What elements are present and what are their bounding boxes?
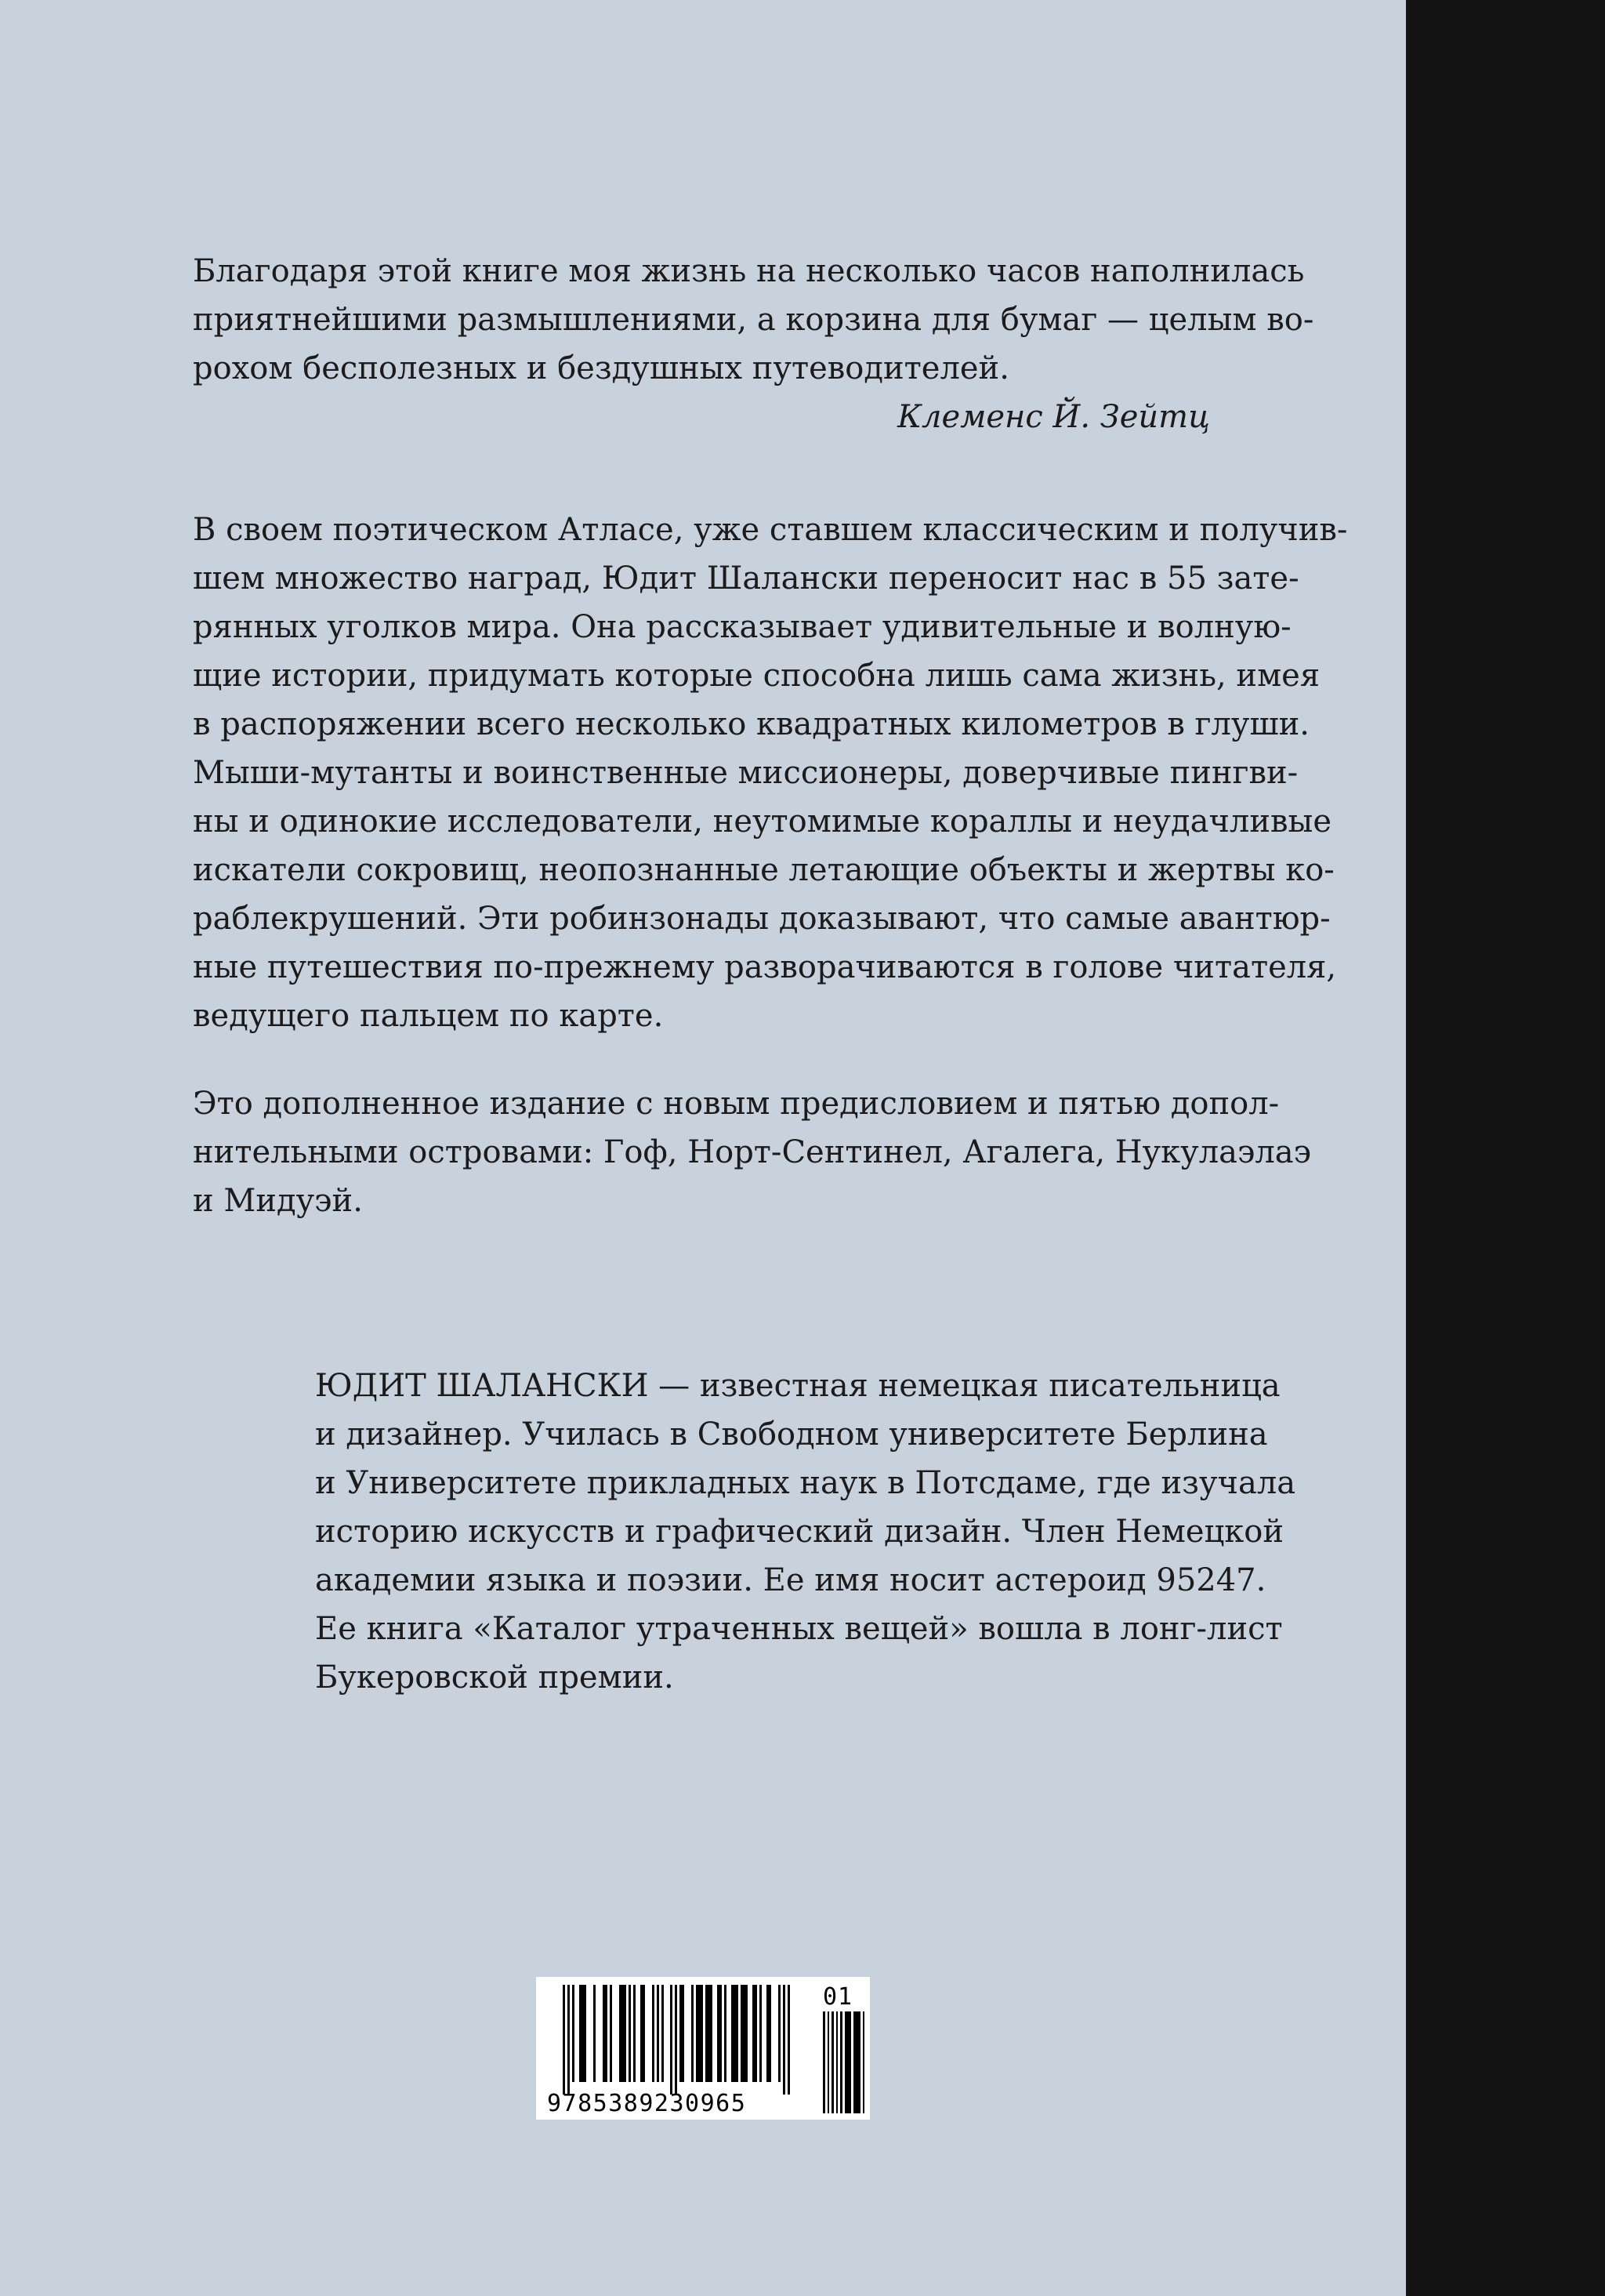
quote-line: рохом бесполезных и бездушных путеводителей.	[193, 350, 1009, 386]
edition-line: и Мидуэй.	[193, 1183, 363, 1219]
description-line: щие истории, придумать которые способна лишь сама жизнь, имея	[193, 658, 1321, 694]
barcode-bar	[691, 1985, 694, 2082]
edition-line: Это дополненное издание с новым предисловием и пятью допол-	[193, 1086, 1280, 1122]
barcode-bar	[752, 1985, 757, 2082]
barcode-bar	[845, 2011, 851, 2113]
bio-line: и дизайнер. Училась в Свободном университете Берлина	[315, 1416, 1268, 1453]
barcode-bar	[828, 2011, 829, 2113]
bio-line: академии языка и поэзии. Ее имя носит астероид 95247.	[315, 1562, 1266, 1598]
quote-line: Благодаря этой книге моя жизнь на несколько часов наполнилась	[193, 253, 1305, 289]
edition-line: нительными островами: Гоф, Норт-Сентинел, Агалега, Нукулаэлаэ	[193, 1134, 1312, 1170]
barcode-bar	[766, 1985, 771, 2082]
barcode-bar	[563, 1985, 565, 2095]
barcode-bar	[759, 1985, 762, 2082]
barcode-bar	[629, 1985, 631, 2082]
barcode-addon-digits: 01	[823, 1983, 853, 2011]
barcode-bar	[603, 1985, 607, 2082]
description-line: в распоряжении всего несколько квадратных километров в глуши.	[193, 706, 1310, 742]
barcode-bar	[741, 1985, 748, 2082]
barcode-bar	[657, 1985, 659, 2082]
barcode-bar	[610, 1985, 612, 2082]
description-line: ны и одинокие исследователи, неутомимые кораллы и неудачливые	[193, 803, 1332, 840]
barcode-bar	[853, 2011, 860, 2113]
barcode-bar	[661, 1985, 664, 2082]
barcode-bar	[705, 1985, 712, 2082]
barcode-bar	[823, 2011, 825, 2113]
barcode-bar	[863, 2011, 864, 2113]
author-bio	[315, 1362, 1296, 1702]
barcode-bar	[731, 1985, 738, 2082]
barcode-bar	[831, 2011, 834, 2113]
description-line: Мыши-мутанты и воинственные миссионеры, доверчивые пингви-	[193, 755, 1299, 791]
barcode-bar	[788, 1985, 790, 2095]
bio-line: и Университете прикладных наук в Потсдаме, где изучала	[315, 1465, 1296, 1501]
isbn-barcode	[536, 1977, 870, 2120]
barcode-bar	[675, 1985, 677, 2095]
barcode-bar	[717, 1985, 722, 2082]
bio-line: Ее книга «Каталог утраченных вещей» вошла в лонг-лист	[315, 1611, 1283, 1647]
barcode-bar	[633, 1985, 636, 2082]
barcode-bar	[593, 1985, 596, 2082]
barcode-bar	[679, 1985, 684, 2082]
barcode-bar	[724, 1985, 726, 2082]
bio-line: ЮДИТ ШАЛАНСКИ — известная немецкая писательница	[315, 1368, 1281, 1404]
quote-line: приятнейшими размышлениями, а корзина для бумаг — целым во-	[193, 302, 1314, 338]
description-line: раблекрушений. Эти робинзонады доказывают, что самые авантюр-	[193, 901, 1331, 937]
description-line: шем множество наград, Юдит Шалански переносит нас в 55 зате-	[193, 560, 1299, 597]
barcode-bar	[670, 1985, 672, 2095]
description-line: рянных уголков мира. Она рассказывает удивительные и волную-	[193, 609, 1292, 645]
barcode-bar	[652, 1985, 654, 2082]
barcode-bar	[572, 1985, 574, 2082]
barcode-bar	[840, 2011, 842, 2113]
quote-attribution: Клеменс Й. Зейтц	[897, 399, 1210, 435]
bio-line: Букеровской премии.	[315, 1659, 674, 1696]
barcode-bar	[783, 1985, 785, 2095]
barcode-bar	[696, 1985, 703, 2082]
barcode-bar	[567, 1985, 570, 2095]
description-line: ведущего пальцем по карте.	[193, 998, 664, 1034]
bio-line: историю искусств и графический дизайн. Член Немецкой	[315, 1514, 1284, 1550]
barcode-bar	[619, 1985, 626, 2082]
description-line: искатели сокровищ, неопознанные летающие объекты и жертвы ко-	[193, 852, 1335, 888]
barcode-bar	[579, 1985, 586, 2082]
barcode-bar	[640, 1985, 645, 2082]
spine-edge	[1406, 0, 1605, 2296]
barcode-bar	[836, 2011, 838, 2113]
review-quote	[193, 247, 1314, 393]
description-line: В своем поэтическом Атласе, уже ставшем классическим и получив-	[193, 512, 1348, 548]
barcode-bar	[778, 1985, 781, 2082]
edition-note	[193, 1079, 1312, 1225]
book-description	[193, 506, 1348, 1040]
barcode-digits: 9785389230965	[547, 2090, 747, 2117]
description-line: ные путешествия по-прежнему разворачиваются в голове читателя,	[193, 949, 1337, 985]
